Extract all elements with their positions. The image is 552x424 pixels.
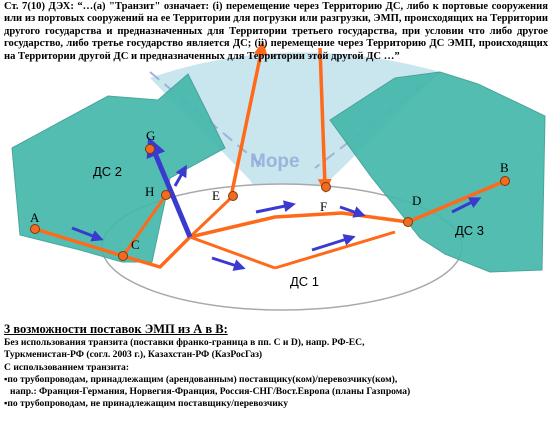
- point-label-a: A: [30, 210, 40, 225]
- point-label-f: F: [320, 199, 328, 214]
- node-h: [162, 191, 171, 200]
- node-e: [229, 192, 238, 201]
- options-line: С использованием транзита:: [4, 361, 130, 373]
- options-section: [4, 322, 550, 411]
- point-label-g: G: [146, 128, 156, 143]
- zone-label-ds1: ДС 1: [290, 274, 320, 289]
- node-a: [31, 225, 40, 234]
- sea-label: Море: [250, 151, 300, 172]
- options-line: ▪по трубопроводам, принадлежащим (арендованным) поставщику(ком)/перевозчику(ком),: [4, 373, 398, 385]
- point-label-d: D: [412, 193, 422, 208]
- point-label-b: B: [500, 160, 509, 175]
- options-line: ▪по трубопроводам, не принадлежащим поставщику/перевозчику: [4, 398, 288, 410]
- article-quote: Ст. 7(10) ДЭХ: “…(а) "Транзит" означает: (i) перемещение через Территорию ДС, либо к портовые сооружения или из портовых сооружений на ее Территории для погрузки или разгрузки, ЭМП, происходящих на Территории другого государства и предназначенных для Территории третьего государства, при условии что либо другое государство, либо третье государство является ДС; (ii) перемещение через Территорию ДС ЭМП, происходящих на Территории другой ДС и предназначенных для Территории этой другой ДС …”: [4, 1, 548, 62]
- node-b: [501, 177, 510, 186]
- options-title: 3 возможности поставок ЭМП из А в В:: [4, 322, 228, 336]
- options-line: Туркменистан-РФ (согл. 2003 г.), Казахстан-РФ (КазРосГаз): [4, 349, 263, 361]
- options-line: Без использования транзита (поставки франко-граница в пп. С и D), напр. РФ-ЕС,: [4, 337, 365, 348]
- node-c: [119, 252, 128, 261]
- point-label-e: E: [212, 188, 220, 203]
- point-label-c: C: [131, 237, 140, 252]
- zone-label-ds3: ДС 3: [455, 223, 485, 238]
- node-g: [146, 145, 155, 154]
- point-label-h: H: [145, 184, 155, 199]
- options-line: напр.: Франция-Германия, Норвегия-Франция, Россия-СНГ/Вост.Европа (планы Газпрома): [10, 386, 411, 398]
- node-f: [322, 183, 331, 192]
- node-d: [404, 218, 413, 227]
- zone-label-ds2: ДС 2: [93, 164, 123, 179]
